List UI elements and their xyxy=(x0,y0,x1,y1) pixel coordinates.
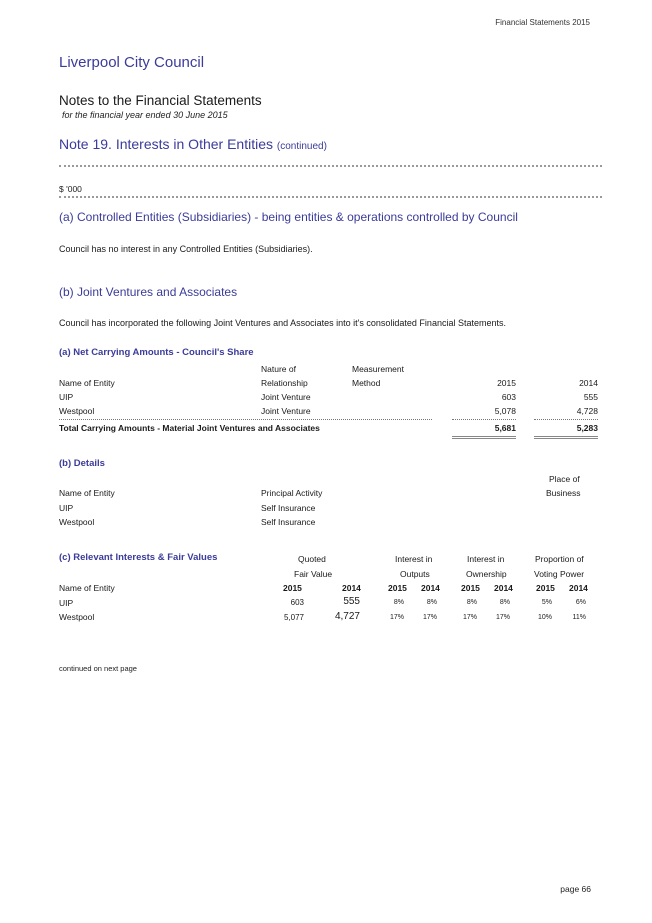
divider xyxy=(59,196,602,198)
units-label: $ '000 xyxy=(59,184,82,194)
col-activity: Principal Activity xyxy=(261,488,323,498)
underline xyxy=(452,419,516,420)
note-heading-text: Note 19. Interests in Other Entities xyxy=(59,136,273,152)
table-row: Westpool xyxy=(59,612,95,622)
double-underline xyxy=(452,436,516,439)
table-cell: 5,077 xyxy=(283,613,304,622)
col-group-1b: Fair Value xyxy=(294,569,333,579)
table-cell: 603 xyxy=(290,598,304,607)
col-2015: 2015 xyxy=(497,378,516,388)
col-2015: 2015 xyxy=(536,583,555,593)
col-place-2: Business xyxy=(546,488,581,498)
table-cell: Joint Venture xyxy=(261,392,311,402)
table-cell: 11% xyxy=(572,614,586,621)
notes-title: Notes to the Financial Statements xyxy=(59,93,262,108)
section-b-heading: (b) Joint Ventures and Associates xyxy=(59,285,238,299)
col-name: Name of Entity xyxy=(59,488,115,498)
table-cell: Self Insurance xyxy=(261,503,316,513)
table-cell: 603 xyxy=(501,392,516,402)
col-group-4b: Voting Power xyxy=(534,569,585,579)
table-cell: 17% xyxy=(462,614,477,621)
table-b-heading: (b) Details xyxy=(59,458,105,469)
table-cell: 555 xyxy=(583,392,598,402)
table-cell: 4,727 xyxy=(334,611,360,622)
table-cell: 8% xyxy=(393,599,404,606)
col-group-3: Interest in xyxy=(467,554,505,564)
table-cell: 5,078 xyxy=(494,406,516,416)
divider xyxy=(59,165,602,167)
col-nature-1: Nature of xyxy=(261,364,296,374)
col-2014: 2014 xyxy=(494,583,513,593)
col-2015: 2015 xyxy=(461,583,480,593)
section-b-text: Council has incorporated the following Joint Ventures and Associates into it's consolidated Financial Statements. xyxy=(59,318,506,328)
col-place-1: Place of xyxy=(549,474,580,484)
underline xyxy=(59,419,432,420)
total-2014: 5,283 xyxy=(576,423,598,433)
table-row: Westpool xyxy=(59,406,95,416)
table-cell: 555 xyxy=(343,596,360,607)
table-row: Westpool xyxy=(59,517,95,527)
col-nature-2: Relationship xyxy=(261,378,308,388)
table-cell: Joint Venture xyxy=(261,406,311,416)
table-cell: 17% xyxy=(495,614,510,621)
col-measure-2: Method xyxy=(352,378,381,388)
note-heading xyxy=(59,136,327,152)
table-cell: 5% xyxy=(541,599,552,606)
col-measure-1: Measurement xyxy=(352,364,404,374)
col-2015: 2015 xyxy=(388,583,407,593)
table-cell: 8% xyxy=(499,599,510,606)
col-2014: 2014 xyxy=(342,583,361,593)
col-group-1: Quoted xyxy=(298,554,326,564)
table-c-heading: (c) Relevant Interests & Fair Values xyxy=(59,552,218,563)
double-underline xyxy=(534,436,598,439)
running-title: Financial Statements 2015 xyxy=(495,18,590,27)
col-2014: 2014 xyxy=(579,378,598,388)
table-row: UIP xyxy=(59,392,74,402)
table-cell: 8% xyxy=(426,599,437,606)
table-cell: 6% xyxy=(575,599,586,606)
section-a-text: Council has no interest in any Controlled Entities (Subsidiaries). xyxy=(59,244,313,254)
council-name: Liverpool City Council xyxy=(59,54,205,71)
table-row: UIP xyxy=(59,598,74,608)
table-a-heading: (a) Net Carrying Amounts - Council's Share xyxy=(59,347,254,358)
col-2014: 2014 xyxy=(421,583,440,593)
table-row: UIP xyxy=(59,503,74,513)
table-cell: 4,728 xyxy=(576,406,598,416)
table-cell: 17% xyxy=(389,614,404,621)
col-2015: 2015 xyxy=(283,583,302,593)
col-group-2b: Outputs xyxy=(400,569,430,579)
col-group-3b: Ownership xyxy=(466,569,507,579)
table-cell: 17% xyxy=(422,614,437,621)
total-label: Total Carrying Amounts - Material Joint Ventures and Associates xyxy=(59,423,320,433)
note-continued: (continued) xyxy=(276,141,327,152)
table-cell: 10% xyxy=(537,614,552,621)
continued-note: continued on next page xyxy=(59,664,137,673)
col-2014: 2014 xyxy=(569,583,588,593)
total-2015: 5,681 xyxy=(494,423,516,433)
col-name: Name of Entity xyxy=(59,378,115,388)
col-name: Name of Entity xyxy=(59,583,115,593)
table-cell: Self Insurance xyxy=(261,517,316,527)
notes-subtitle: for the financial year ended 30 June 2015 xyxy=(62,110,228,120)
page-number: page 66 xyxy=(560,884,591,894)
underline xyxy=(534,419,598,420)
table-cell: 8% xyxy=(466,599,477,606)
col-group-4: Proportion of xyxy=(535,554,584,564)
section-a-heading: (a) Controlled Entities (Subsidiaries) - being entities & operations controlled by Council xyxy=(59,210,518,224)
col-group-2: Interest in xyxy=(395,554,433,564)
